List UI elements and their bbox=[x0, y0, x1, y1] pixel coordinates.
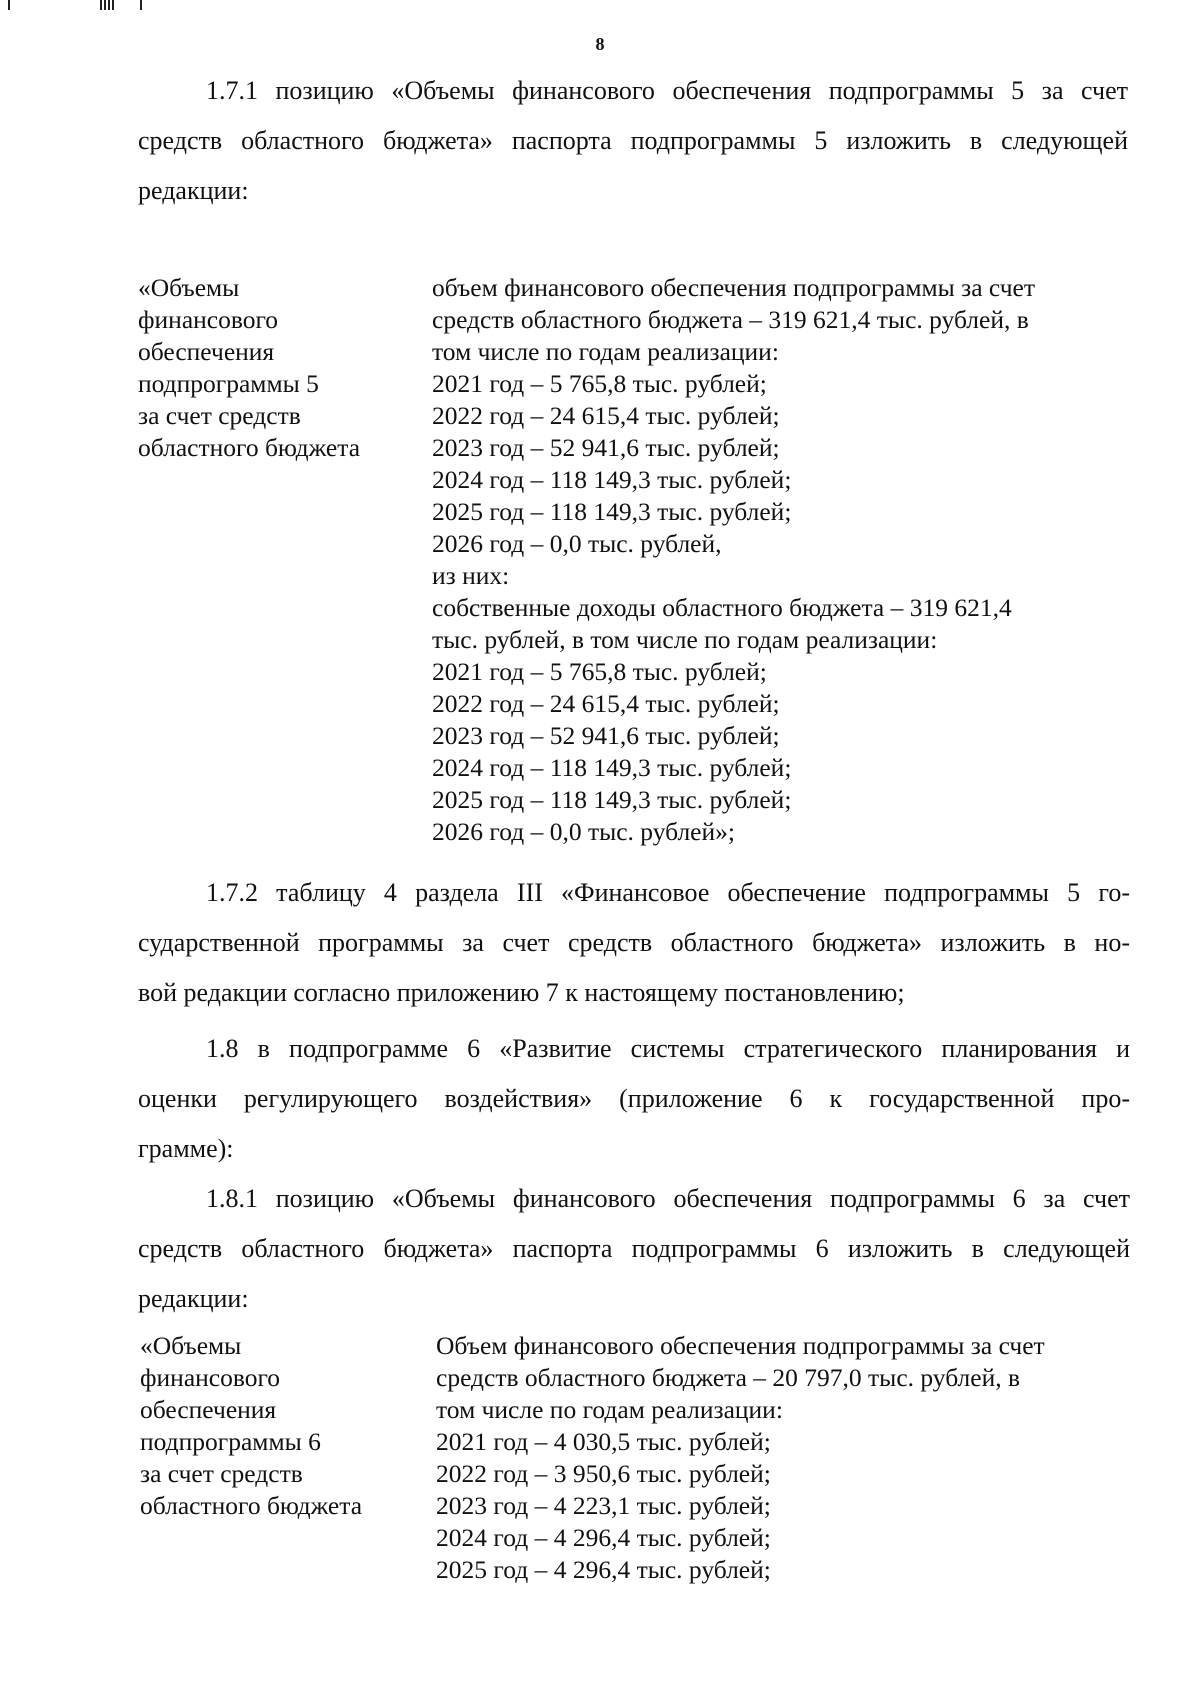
value-line: 2023 год – 52 941,6 тыс. рублей; bbox=[432, 433, 780, 462]
label-line: «Объемы bbox=[138, 273, 240, 302]
text-line: редакции: bbox=[138, 1284, 249, 1313]
value-line: из них: bbox=[432, 561, 510, 590]
text-line: 1.7.2 таблицу 4 раздела III «Финансовое обеспечение подпрограммы 5 го- bbox=[206, 878, 1130, 907]
text-line: средств областного бюджета» паспорта подпрограммы 6 изложить в следующей bbox=[138, 1234, 1130, 1263]
text-line: сударственной программы за счет средств областного бюджета» изложить в но- bbox=[138, 928, 1130, 957]
value-line: 2024 год – 118 149,3 тыс. рублей; bbox=[432, 753, 792, 782]
value-line: 2026 год – 0,0 тыс. рублей»; bbox=[432, 817, 735, 846]
value-line: 2026 год – 0,0 тыс. рублей, bbox=[432, 529, 722, 558]
label-line: за счет средств bbox=[138, 401, 301, 430]
text-line: грамме): bbox=[138, 1134, 234, 1163]
label-line: подпрограммы 5 bbox=[138, 369, 319, 398]
value-line: средств областного бюджета – 20 797,0 тыс. рублей, в bbox=[436, 1363, 1021, 1392]
value-line: том числе по годам реализации: bbox=[436, 1395, 783, 1424]
text-line: 1.8.1 позицию «Объемы финансового обеспечения подпрограммы 6 за счет bbox=[206, 1184, 1130, 1213]
value-line: 2024 год – 4 296,4 тыс. рублей; bbox=[436, 1523, 771, 1552]
passport-value-subprogram-5 bbox=[432, 272, 1132, 848]
paragraph-1-8-1 bbox=[138, 1174, 1130, 1324]
passport-label-subprogram-6 bbox=[140, 1330, 420, 1522]
value-line: 2024 год – 118 149,3 тыс. рублей; bbox=[432, 465, 792, 494]
label-line: подпрограммы 6 bbox=[140, 1427, 321, 1456]
page-number: 8 bbox=[595, 34, 605, 54]
label-line: обеспечения bbox=[140, 1395, 277, 1424]
scan-marks bbox=[0, 0, 180, 12]
value-line: 2021 год – 5 765,8 тыс. рублей; bbox=[432, 657, 767, 686]
value-line: 2025 год – 118 149,3 тыс. рублей; bbox=[432, 497, 792, 526]
label-line: за счет средств bbox=[140, 1459, 303, 1488]
value-line: 2022 год – 24 615,4 тыс. рублей; bbox=[432, 689, 780, 718]
value-line: 2022 год – 24 615,4 тыс. рублей; bbox=[432, 401, 780, 430]
value-line: 2022 год – 3 950,6 тыс. рублей; bbox=[436, 1459, 771, 1488]
label-line: областного бюджета bbox=[140, 1491, 363, 1520]
value-line: собственные доходы областного бюджета – 319 621,4 bbox=[432, 593, 1012, 622]
text-line: 1.8 в подпрограмме 6 «Развитие системы стратегического планирования и bbox=[206, 1034, 1130, 1063]
label-line: финансового bbox=[140, 1363, 281, 1392]
paragraph-1-7-1 bbox=[138, 66, 1128, 216]
value-line: 2023 год – 52 941,6 тыс. рублей; bbox=[432, 721, 780, 750]
text-line: 1.7.1 позицию «Объемы финансового обеспечения подпрограммы 5 за счет bbox=[206, 76, 1128, 105]
paragraph-1-8 bbox=[138, 1024, 1130, 1174]
label-line: обеспечения bbox=[138, 337, 275, 366]
value-line: Объем финансового обеспечения подпрограммы за счет bbox=[436, 1331, 1045, 1360]
passport-label-subprogram-5 bbox=[138, 272, 418, 464]
passport-value-subprogram-6 bbox=[436, 1330, 1136, 1586]
paragraph-1-7-2 bbox=[138, 868, 1130, 1018]
text-line: вой редакции согласно приложению 7 к настоящему постановлению; bbox=[138, 978, 905, 1007]
label-line: областного бюджета bbox=[138, 433, 361, 462]
label-line: финансового bbox=[138, 305, 279, 334]
label-line: «Объемы bbox=[140, 1331, 242, 1360]
value-line: 2021 год – 4 030,5 тыс. рублей; bbox=[436, 1427, 771, 1456]
value-line: объем финансового обеспечения подпрограммы за счет bbox=[432, 273, 1035, 302]
value-line: средств областного бюджета – 319 621,4 тыс. рублей, в bbox=[432, 305, 1029, 334]
value-line: 2025 год – 118 149,3 тыс. рублей; bbox=[432, 785, 792, 814]
value-line: 2021 год – 5 765,8 тыс. рублей; bbox=[432, 369, 767, 398]
text-line: средств областного бюджета» паспорта подпрограммы 5 изложить в следующей bbox=[138, 126, 1128, 155]
value-line: том числе по годам реализации: bbox=[432, 337, 779, 366]
value-line: тыс. рублей, в том числе по годам реализации: bbox=[432, 625, 938, 654]
value-line: 2025 год – 4 296,4 тыс. рублей; bbox=[436, 1555, 771, 1584]
text-line: оценки регулирующего воздействия» (приложение 6 к государственной про- bbox=[138, 1084, 1130, 1113]
text-line: редакции: bbox=[138, 176, 249, 205]
value-line: 2023 год – 4 223,1 тыс. рублей; bbox=[436, 1491, 771, 1520]
